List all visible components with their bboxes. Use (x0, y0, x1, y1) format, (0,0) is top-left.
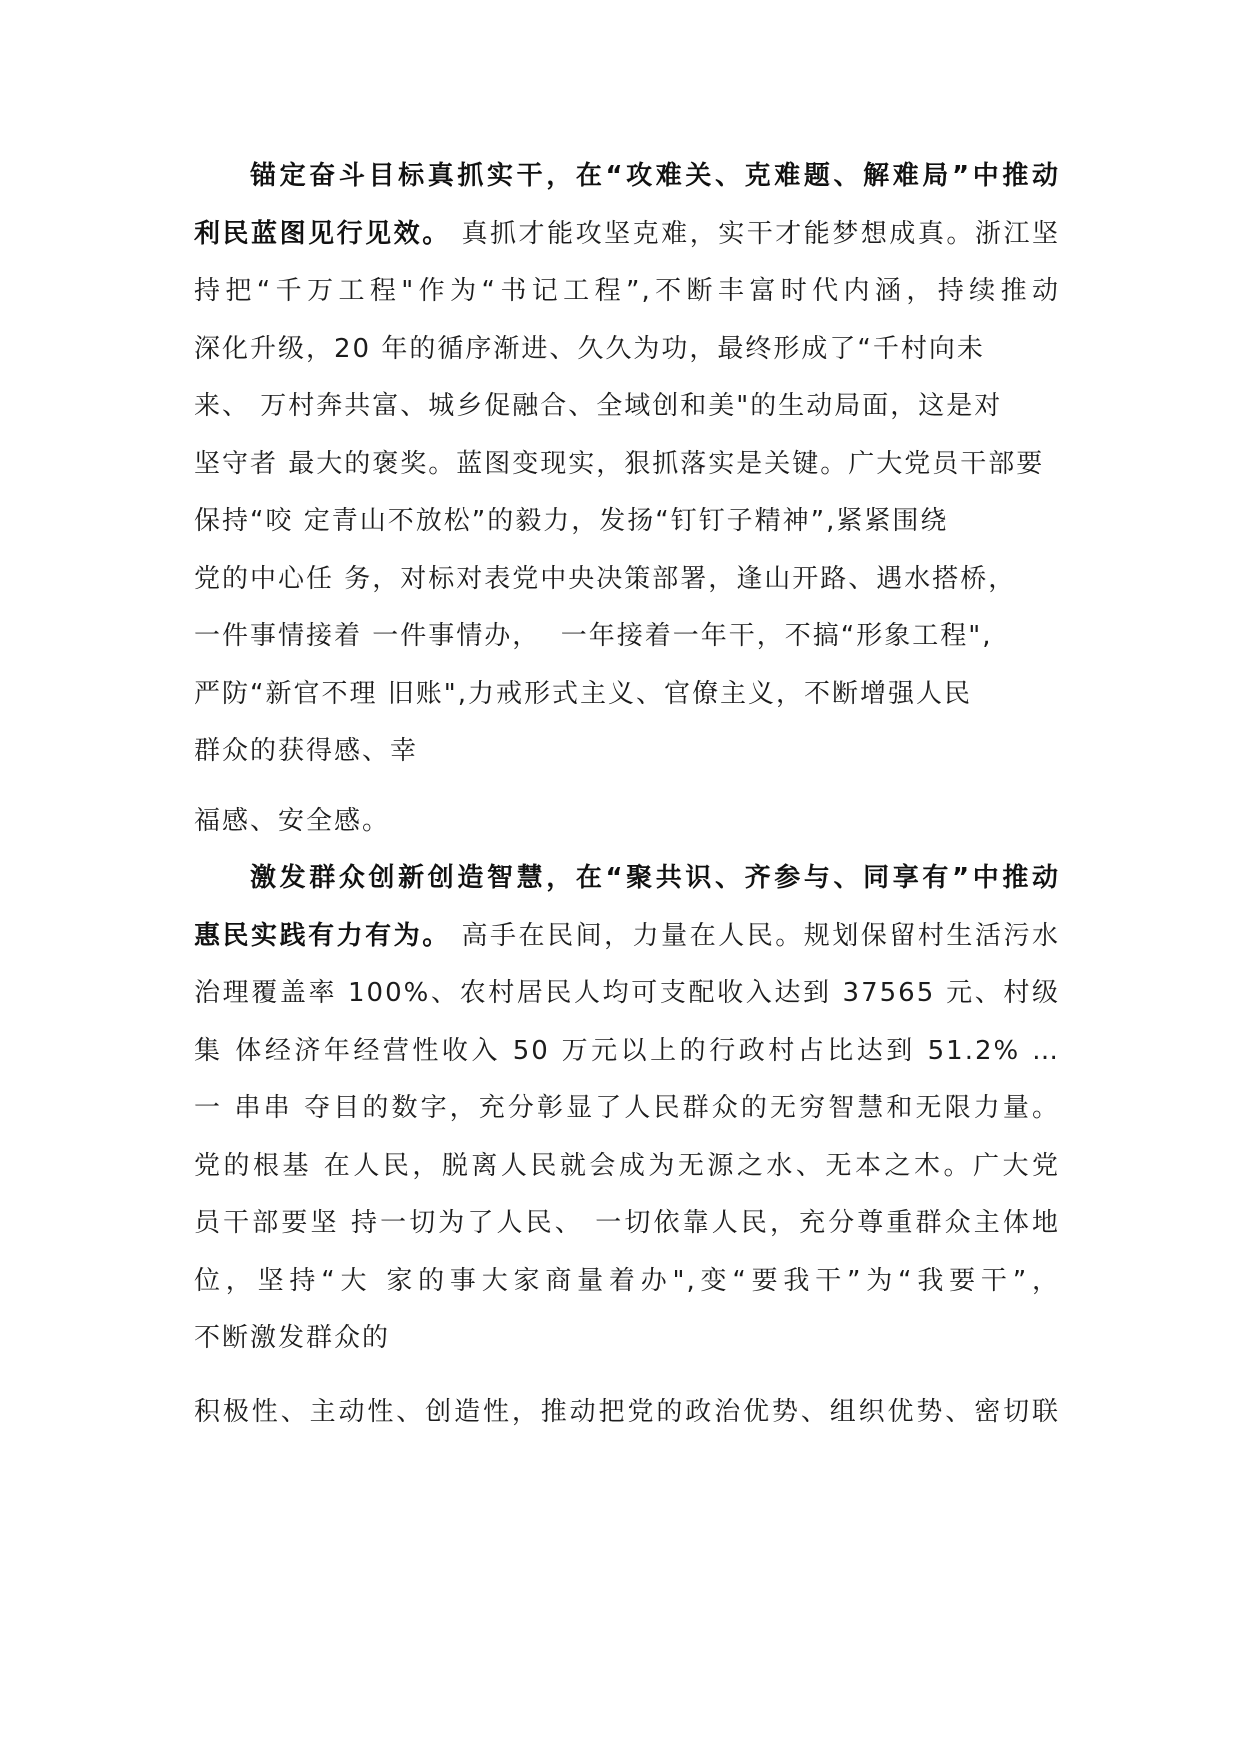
text-line: 党的根基 在人民，脱离人民就会成为无源之水、无本之木。广大党 (194, 1150, 1060, 1181)
text-line: 员干部要坚 持一切为了人民、 一切依靠人民，充分尊重群众主体地 (194, 1208, 1060, 1238)
text-line: 一件事情接着 一件事情办， 一年接着一年干，不搞“形象工程", (194, 621, 993, 651)
text-line: 坚守者 最大的褒奖。蓝图变现实，狠抓落实是关键。广大党员干部要 (194, 448, 1045, 479)
bold-heading-text: 激发群众创新创造智慧，在“聚共识、齐参与、同享有”中推动 (250, 863, 1060, 893)
text-line: 群众的获得感、幸 (194, 736, 419, 766)
text-line: 一 串串 夺目的数字，充分彰显了人民群众的无穷智慧和无限力量。 (194, 1093, 1060, 1123)
text-line: 严防“新官不理 旧账",力戒形式主义、官僚主义，不断增强人民 (194, 678, 972, 709)
text-line (194, 148, 1060, 206)
body-text: 真抓才能攻坚克难，实干才能梦想成真。浙江坚 (450, 218, 1060, 249)
text-line: 深化升级，20 年的循序渐进、久久为功，最终形成了“千村向未 (194, 333, 985, 364)
text-line: 党的中心任 务，对标对表党中央决策部署，逢山开路、遇水搭桥， (194, 563, 1017, 594)
paragraph (194, 148, 1060, 781)
text-line (194, 850, 1060, 908)
text-line: 保持“咬 定青山不放松”的毅力，发扬“钉钉子精神”,紧紧围绕 (194, 506, 949, 536)
text-line: 治理覆盖率 100%、农村居民人均可支配收入达到 37565 元、村级 (194, 978, 1060, 1008)
text-line: 来、 万村奔共富、城乡促融合、全域创和美"的生动局面，这是对 (194, 391, 1003, 421)
paragraph (194, 793, 1060, 851)
text-line: 持把“千万工程"作为“书记工程”,不断丰富时代内涵，持续推动 (194, 276, 1060, 306)
body-text: 高手在民间，力量在人民。规划保留村生活污水 (450, 920, 1060, 951)
bold-heading-text: 锚定奋斗目标真抓实干，在“攻难关、克难题、解难局”中推动 (250, 161, 1060, 191)
text-line: 集 体经济年经营性收入 50 万元以上的行政村占比达到 51.2% … (194, 1035, 1060, 1066)
document-body (194, 148, 1060, 1441)
text-line: 不断激发群众的 (194, 1323, 391, 1353)
text-line: 位，坚持“大 家的事大家商量着办",变“要我干”为“我要干”， (194, 1265, 1060, 1296)
paragraph (194, 1384, 1060, 1442)
bold-heading-text: 利民蓝图见行见效。 (194, 218, 451, 249)
paragraph (194, 850, 1060, 1368)
text-line: 积极性、主动性、创造性，推动把党的政治优势、组织优势、密切联 (194, 1396, 1060, 1427)
bold-heading-text: 惠民实践有力有为。 (194, 920, 451, 951)
text-line (194, 206, 1060, 264)
text-line (194, 908, 1060, 966)
text-line: 福感、安全感。 (194, 805, 391, 836)
